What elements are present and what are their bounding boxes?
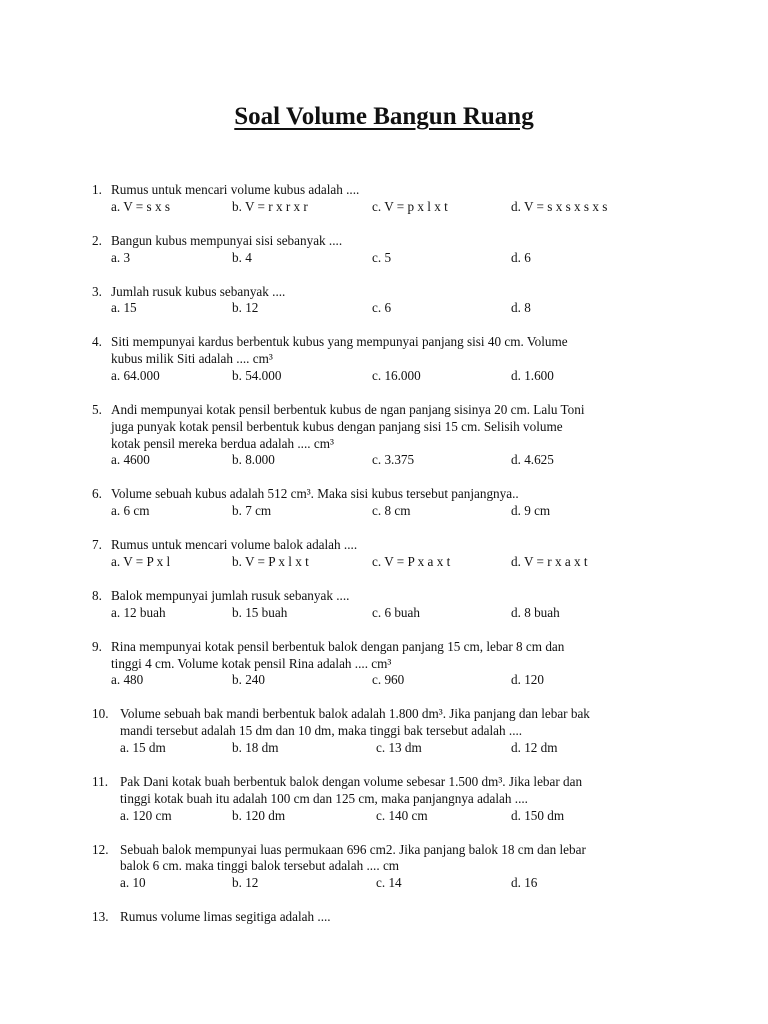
answer-option: a. 480 [111,672,144,688]
answer-option: a. 4600 [111,452,150,468]
question-text: mandi tersebut adalah 15 dm dan 10 dm, maka tinggi bak tersebut adalah .... [120,723,523,739]
question-text: Rumus untuk mencari volume kubus adalah .... [111,182,360,197]
answer-option: b. 15 buah [232,604,288,620]
answer-option: c. 960 [372,672,405,688]
answer-option: c. 6 buah [372,604,420,620]
answer-option: b. 54.000 [232,367,282,383]
answer-options [0,740,768,757]
answer-option: d. 4.625 [511,452,554,468]
answer-option: c. 14 [376,875,402,891]
answer-option: a. 3 [111,249,131,265]
question-text: Rumus volume limas segitiga adalah .... [120,909,331,925]
answer-option: b. 12 [232,300,259,316]
answer-option: b. 240 [232,672,265,688]
answer-option: d. V = s x s x s x s [511,198,608,214]
question-text: kubus milik Siti adalah .... cm³ [111,351,273,367]
question-number: 2. [92,232,102,248]
question-text: Balok mempunyai jumlah rusuk sebanyak .... [111,587,350,603]
answer-options [0,672,768,689]
answer-option: b. V = P x l x t [232,553,309,569]
question-text: tinggi 4 cm. Volume kotak pensil Rina adalah .... cm³ [111,655,392,671]
question-text: Sebuah balok mempunyai luas permukaan 696 cm2. Jika panjang balok 18 cm dan lebar [120,841,586,857]
page-title: Soal Volume Bangun Ruang [234,103,534,130]
question-item [0,182,768,216]
question-text: tinggi kotak buah itu adalah 100 cm dan 125 cm, maka panjangnya adalah .... [120,790,528,806]
question-list [0,182,768,943]
answer-option: c. 13 dm [376,739,422,755]
answer-option: b. 7 cm [232,503,272,519]
question-text: Andi mempunyai kotak pensil berbentuk kubus de ngan panjang sisinya 20 cm. Lalu Toni [111,401,585,417]
answer-option: d. 120 [511,672,544,688]
question-text: Volume sebuah bak mandi berbentuk balok adalah 1.800 dm³. Jika panjang dan lebar bak [120,706,590,722]
answer-option: b. 120 dm [232,807,286,823]
answer-option: d. V = r x a x t [511,553,588,569]
question-number: 9. [92,638,102,654]
answer-option: c. V = P x a x t [372,553,451,569]
question-item [0,537,768,571]
question-item [0,842,768,893]
question-item [0,402,768,469]
question-item [0,774,768,825]
question-number: 13. [92,909,109,925]
answer-option: b. 12 [232,875,259,891]
question-number: 5. [92,401,102,417]
answer-option: d. 6 [511,249,531,265]
answer-option: a. V = s x s [111,198,170,214]
answer-option: a. 12 buah [111,604,166,620]
answer-option: d. 16 [511,875,538,891]
answer-options [0,452,768,469]
question-item [0,233,768,267]
answer-option: d. 8 [511,300,531,316]
question-text: Bangun kubus mempunyai sisi sebanyak .... [111,232,343,248]
answer-options [0,808,768,825]
answer-option: c. 16.000 [372,367,421,383]
answer-options [0,199,768,216]
answer-option: a. 64.000 [111,367,160,383]
answer-option: c. 140 cm [376,807,428,823]
question-text: Volume sebuah kubus adalah 512 cm³. Maka sisi kubus tersebut panjangnya.. [111,486,519,502]
question-text: Pak Dani kotak buah berbentuk balok dengan volume sebesar 1.500 dm³. Jika lebar dan [120,773,583,789]
answer-option: a. 120 cm [120,807,172,823]
answer-option: a. 10 [120,875,146,891]
answer-option: d. 8 buah [511,604,560,620]
question-text: Rina mempunyai kotak pensil berbentuk balok dengan panjang 15 cm, lebar 8 cm dan [111,638,565,654]
question-item [0,284,768,318]
answer-option: c. 6 [372,300,392,316]
answer-option: b. 18 dm [232,739,279,755]
question-item [0,486,768,520]
answer-option: c. 8 cm [372,503,411,519]
question-text: Jumlah rusuk kubus sebanyak .... [111,283,286,299]
answer-option: a. V = P x l [111,553,171,569]
question-text: balok 6 cm. maka tinggi balok tersebut adalah .... cm [120,858,400,874]
question-text: kotak pensil mereka berdua adalah .... cm³ [111,435,334,451]
answer-option: a. 15 dm [120,739,166,755]
question-text: Rumus untuk mencari volume balok adalah .... [111,537,358,553]
question-number: 6. [92,486,102,502]
answer-option: d. 12 dm [511,739,558,755]
question-number: 1. [92,182,102,197]
answer-option: d. 1.600 [511,367,554,383]
answer-option: c. 5 [372,249,392,265]
answer-option: b. 8.000 [232,452,275,468]
answer-options [0,368,768,385]
question-number: 3. [92,283,102,299]
answer-option: a. 6 cm [111,503,150,519]
question-item [0,334,768,385]
answer-option: b. 4 [232,249,252,265]
answer-options [0,554,768,571]
answer-options [0,300,768,317]
answer-options [0,605,768,622]
answer-option: c. V = p x l x t [372,198,448,214]
answer-options [0,503,768,520]
answer-options [0,250,768,267]
answer-option: a. 15 [111,300,137,316]
question-number: 11. [92,773,108,789]
answer-option: b. V = r x r x r [232,198,308,214]
question-number: 8. [92,587,102,603]
question-number: 4. [92,334,102,350]
question-text: juga punyak kotak pensil berbentuk kubus dengan panjang sisi 15 cm. Selisih volume [111,418,563,434]
question-text: Siti mempunyai kardus berbentuk kubus yang mempunyai panjang sisi 40 cm. Volume [111,334,568,350]
question-item [0,909,768,926]
question-number: 7. [92,537,102,553]
question-item [0,588,768,622]
question-number: 12. [92,841,109,857]
question-item [0,639,768,690]
question-item [0,706,768,757]
answer-option: d. 9 cm [511,503,551,519]
answer-option: c. 3.375 [372,452,415,468]
answer-options [0,875,768,892]
question-number: 10. [92,706,109,722]
answer-option: d. 150 dm [511,807,565,823]
